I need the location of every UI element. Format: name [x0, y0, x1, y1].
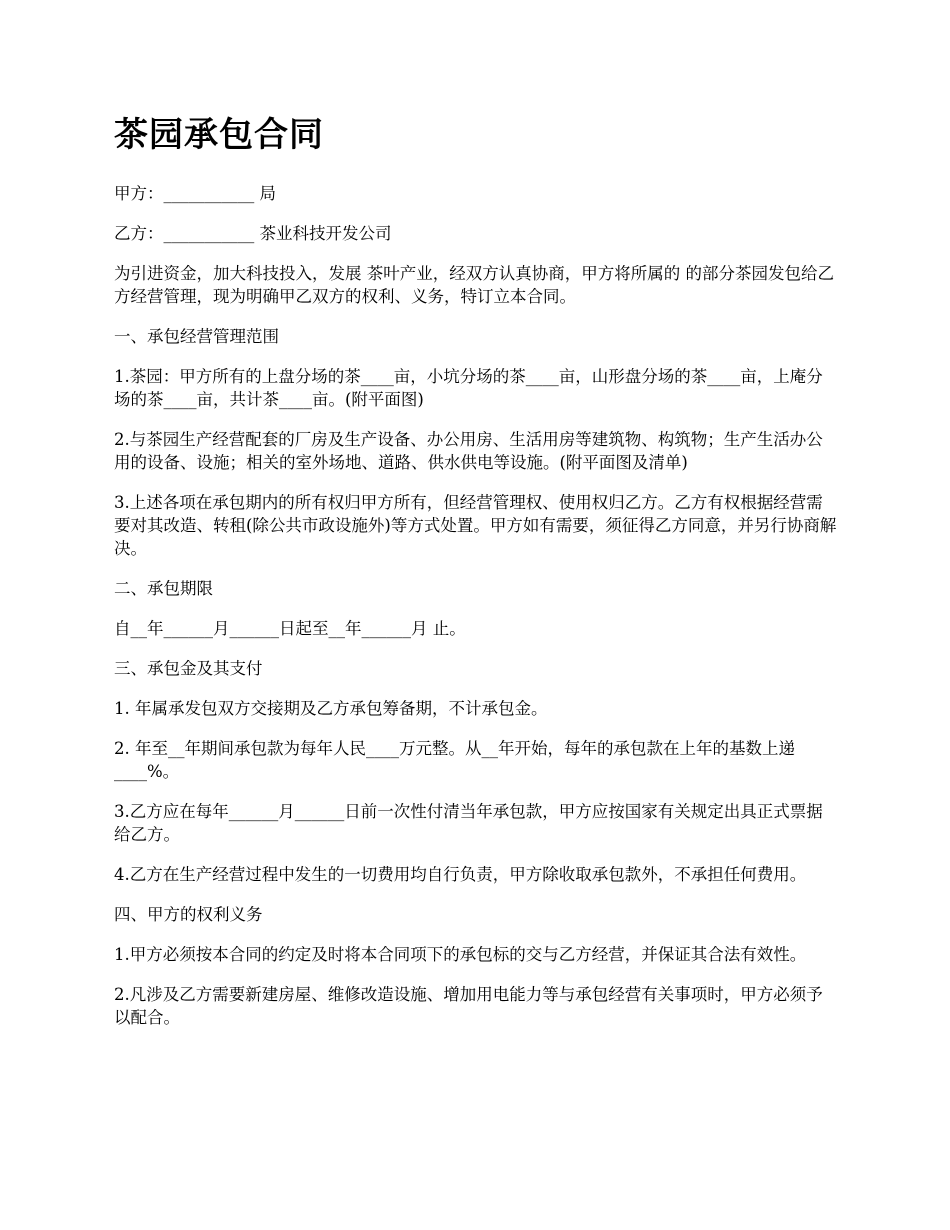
- document-title: 茶园承包合同: [114, 115, 324, 155]
- term-clause: 自__年______月______日起至__年______月 止。: [114, 619, 466, 638]
- scope-clause-2: 2.与茶园生产经营配套的厂房及生产设备、办公用房、生活用房等建筑物、构筑物；生产生活办公用的设备、设施；相关的室外场地、道路、供水供电等设施。(附平面图及清单): [114, 430, 823, 472]
- party-a-line: 甲方：___________ 局: [114, 184, 276, 203]
- payment-clause-4: 4.乙方在生产经营过程中发生的一切费用均自行负责，甲方除收取承包款外，不承担任何费用。: [114, 865, 807, 884]
- preamble-paragraph: 为引进资金，加大科技投入，发展 茶叶产业，经双方认真协商，甲方将所属的 的部分茶园发包给乙方经营管理，现为明确甲乙双方的权利、义务，特订立本合同。: [114, 264, 834, 306]
- payment-clause-2: 2. 年至__年期间承包款为每年人民____万元整。从__年开始，每年的承包款在上年的基数上递____%。: [114, 739, 795, 781]
- document-page: [114, 112, 839, 1046]
- payment-clause-3: 3.乙方应在每年______月______日前一次性付清当年承包款，甲方应按国家有关规定出具正式票据给乙方。: [114, 802, 823, 844]
- party-a-clause-2: 2.凡涉及乙方需要新建房屋、维修改造设施、增加用电能力等与承包经营有关事项时，甲方必须予以配合。: [114, 985, 823, 1027]
- scope-clause-1: 1.茶园：甲方所有的上盘分场的茶____亩，小坑分场的茶____亩，山形盘分场的茶____亩，上庵分场的茶____亩，共计茶____亩。(附平面图): [114, 367, 823, 409]
- section-heading-scope: 一、承包经营管理范围: [114, 327, 279, 346]
- section-heading-payment: 三、承包金及其支付: [114, 659, 263, 678]
- section-heading-term: 二、承包期限: [114, 579, 213, 598]
- party-a-clause-1: 1.甲方必须按本合同的约定及时将本合同项下的承包标的交与乙方经营，并保证其合法有效性。: [114, 945, 807, 964]
- party-b-line: 乙方：___________ 茶业科技开发公司: [114, 224, 392, 243]
- payment-clause-1: 1. 年属承发包双方交接期及乙方承包筹备期，不计承包金。: [114, 699, 548, 718]
- section-heading-party-a-rights: 四、甲方的权利义务: [114, 905, 263, 924]
- scope-clause-3: 3.上述各项在承包期内的所有权归甲方所有，但经营管理权、使用权归乙方。乙方有权根据经营需要对其改造、转租(除公共市政设施外)等方式处置。甲方如有需要，须征得乙方同意，并另行协商解决。: [114, 493, 837, 558]
